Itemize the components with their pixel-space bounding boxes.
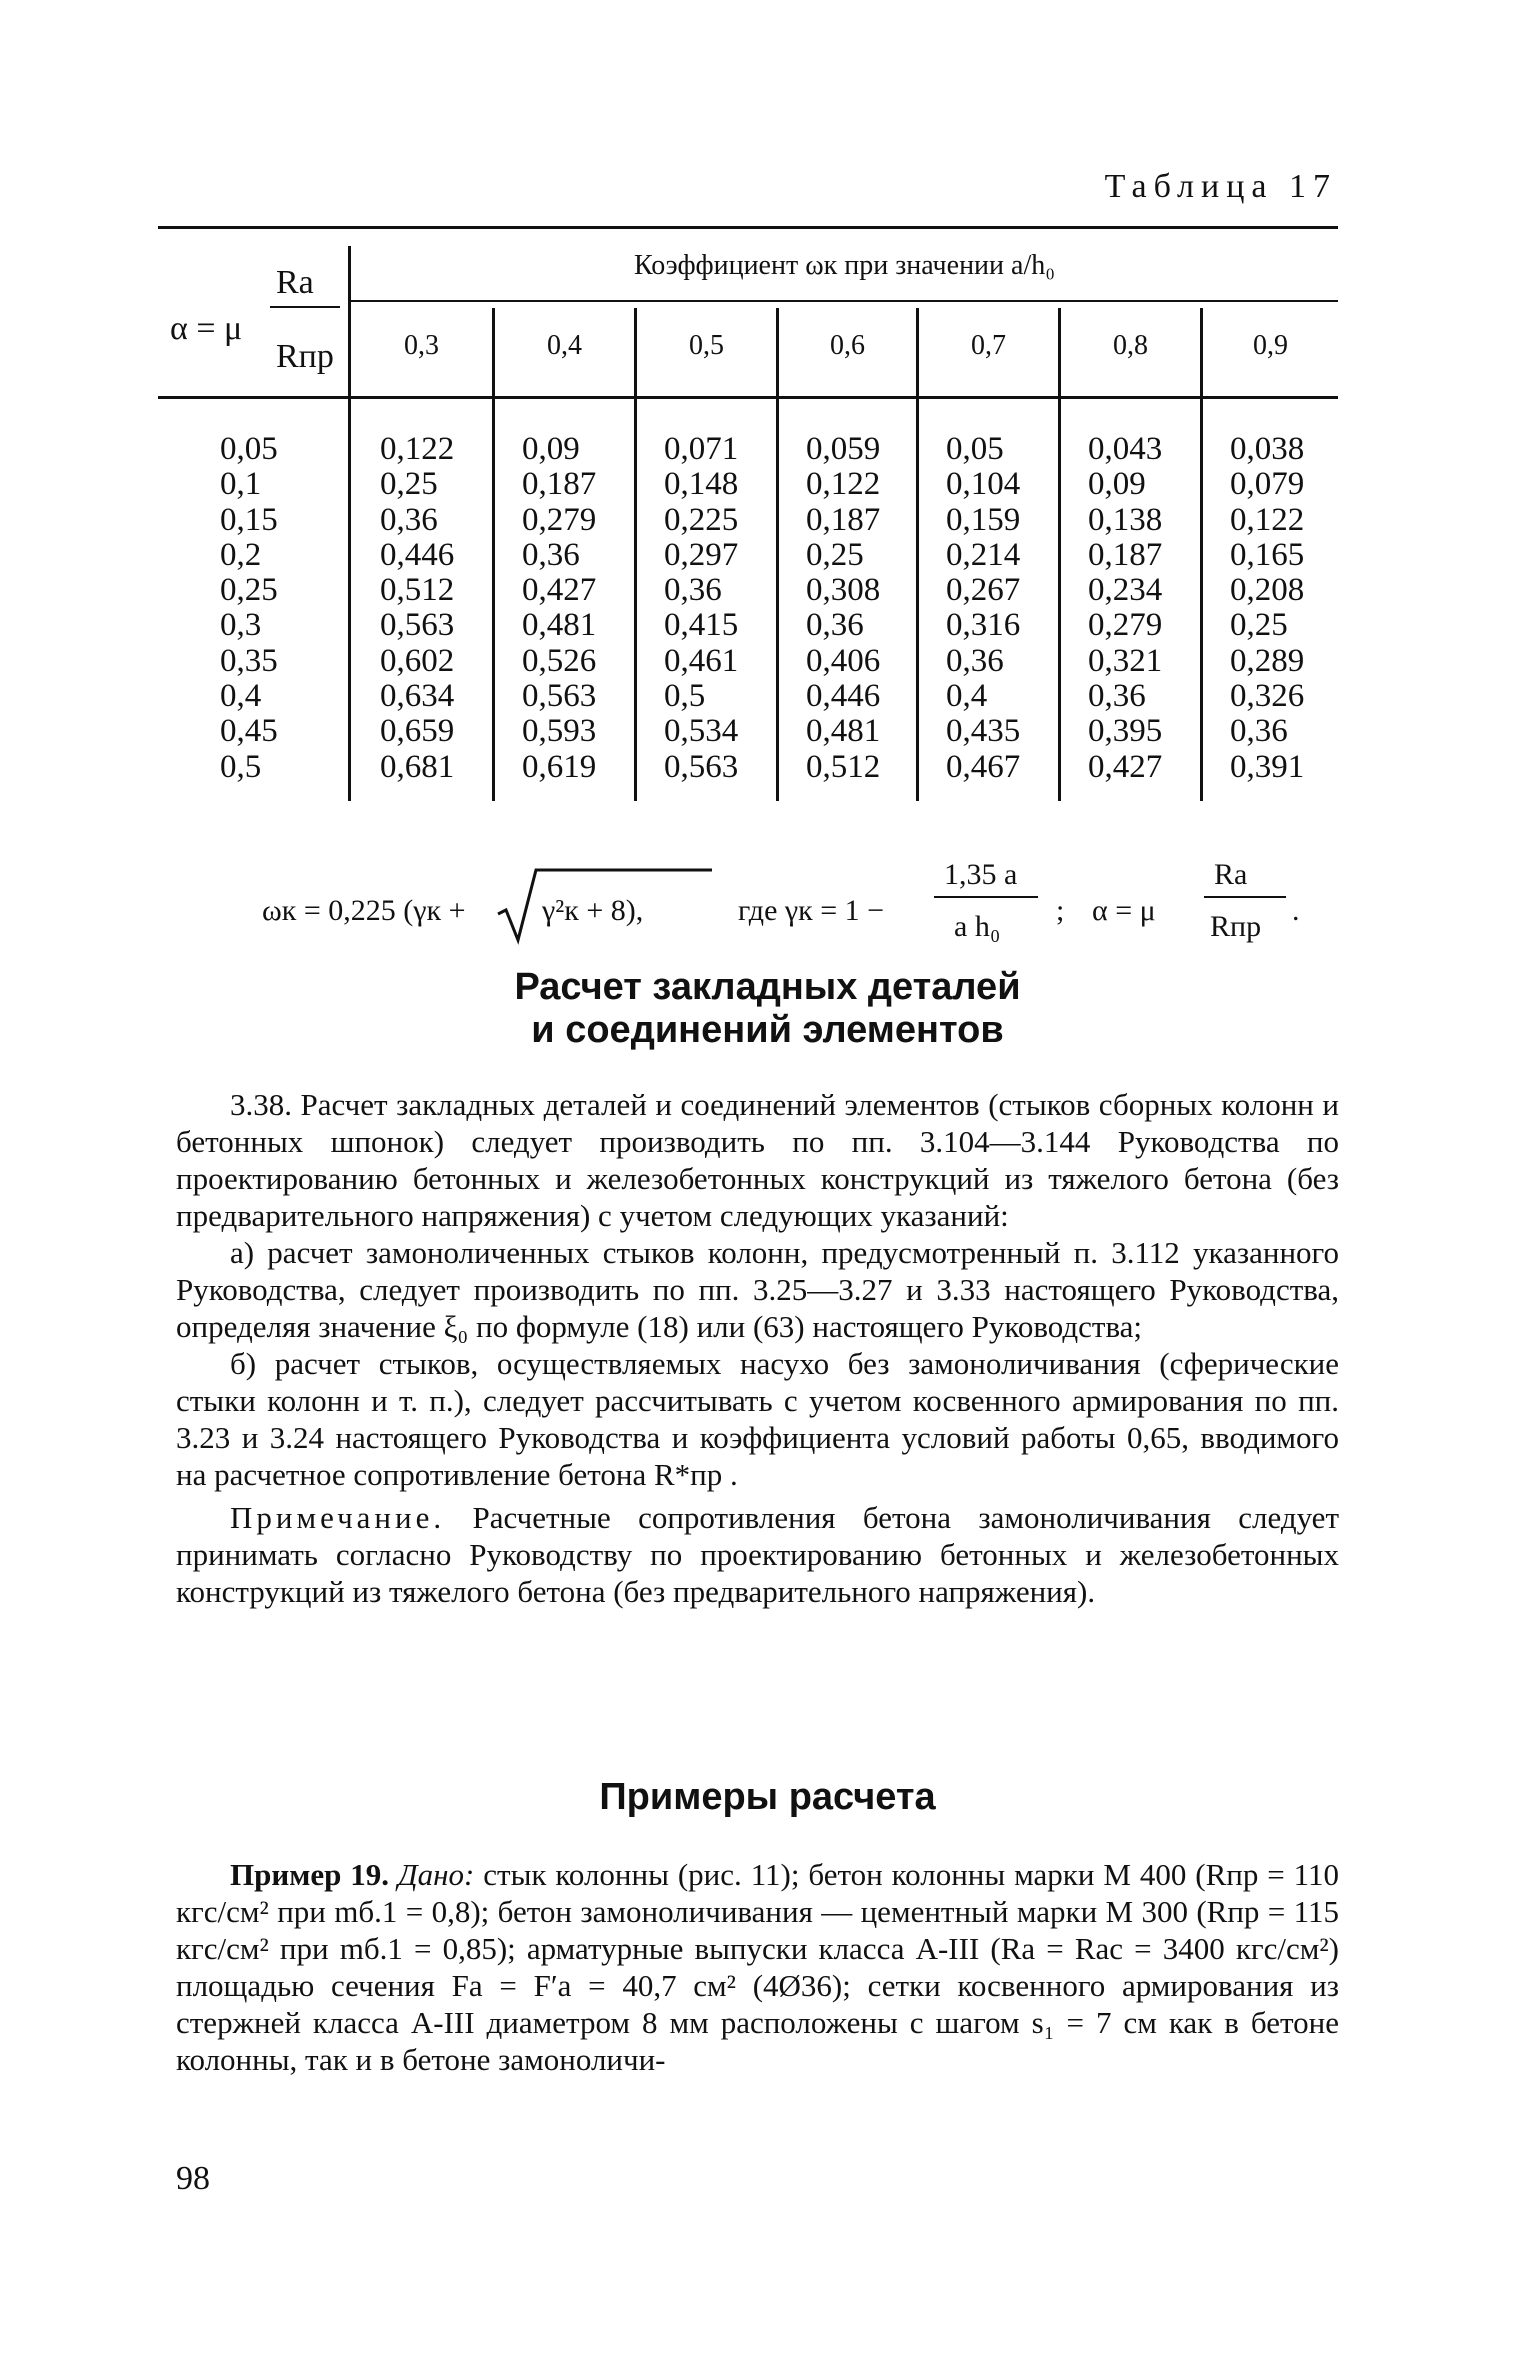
- column-header: 0,6: [830, 330, 865, 361]
- formula-where: где γк = 1 −: [738, 894, 885, 927]
- value-column: 0,038 0,079 0,122 0,165 0,208 0,25 0,289 0,326 0,36 0,391: [1230, 431, 1305, 785]
- value-column: 0,05 0,104 0,159 0,214 0,267 0,316 0,36 0,4 0,435 0,467: [946, 431, 1021, 785]
- table-caption: Таблица 17: [1104, 168, 1337, 205]
- page-number: 98: [176, 2160, 210, 2197]
- column-header: 0,9: [1253, 330, 1288, 361]
- table-vline: [634, 308, 637, 801]
- alpha-lhs: α = μ: [170, 310, 243, 347]
- value-column: 0,043 0,09 0,138 0,187 0,234 0,279 0,321 0,36 0,395 0,427: [1088, 431, 1163, 785]
- table-vline: [1200, 308, 1203, 801]
- alpha-numerator: Ra: [276, 264, 314, 301]
- column-header: 0,5: [689, 330, 724, 361]
- column-header: 0,3: [404, 330, 439, 361]
- fraction2-denominator: Rпр: [1210, 910, 1262, 943]
- note-text: Расчетные сопротивления бетона замоноличивания следует принимать согласно Руководству по проектированию бетонных и железобетонных конструкций из тяжелого бетона (без предварительного напряжения).: [176, 1500, 1339, 1609]
- fraction-bar: [1204, 896, 1286, 898]
- omega-formula: [262, 858, 1322, 968]
- coefficient-table: [158, 226, 1338, 822]
- alpha-definition: [158, 256, 348, 386]
- alpha-denominator: Rпр: [276, 338, 334, 375]
- table-vline: [916, 308, 919, 801]
- header-sub-rule: [350, 300, 1338, 302]
- note-label: Примечание.: [230, 1500, 446, 1535]
- column-header: 0,8: [1113, 330, 1148, 361]
- column-header: 0,4: [547, 330, 582, 361]
- fraction2-numerator: Ra: [1214, 858, 1248, 891]
- header-title: Коэффициент ωк при значении a/h₀: [634, 250, 1055, 281]
- heading-line: и соединений элементов: [531, 1009, 1004, 1051]
- example-text: [176, 1856, 1339, 2078]
- example-paragraph: [176, 1856, 1339, 2078]
- header-bottom-rule: [158, 396, 1338, 399]
- paragraph-3-38: 3.38. Расчет закладных деталей и соединений элементов (стыков сборных колонн и бетонных шпонок) следует производить по пп. 3.104—3.144 Руководства по проектированию бетонных и железобетонных конструкций из тяжелого бетона (без предварительного напряжения) с учетом следующих указаний:: [176, 1087, 1339, 1233]
- fraction1-numerator: 1,35 a: [944, 858, 1018, 891]
- table-top-rule: [158, 226, 1338, 229]
- heading-line: Расчет закладных деталей: [514, 966, 1021, 1008]
- example-label: Пример 19.: [230, 1857, 389, 1892]
- formula-end: .: [1292, 894, 1300, 927]
- fraction-bar: [270, 306, 340, 308]
- examples-heading: Примеры расчета: [599, 1776, 936, 1818]
- example-body: стык колонны (рис. 11); бетон колонны марки М 400 (Rпр = 110 кгс/см² при mб.1 = 0,8); бетон замоноличивания — цементный марки М 300 (Rпр = 115 кгс/см² при mб.1 = 0,85); арматурные выпуски класса А-III (Ra = Rac = 3400 кгс/см²) площадью сечения Fa = F′a = 40,7 см² (4Ø36); сетки косвенного армирования из стержней класса А-III диаметром 8 мм расположены с шагом s₁ = 7 см как в бетоне колонны, так и в бетоне замоноличи-: [176, 1857, 1339, 2077]
- formula-separator: ;: [1056, 894, 1065, 927]
- table-vline: [1058, 308, 1061, 801]
- example-given: Дано:: [397, 1857, 475, 1892]
- paragraph-a: а) расчет замоноличенных стыков колонн, предусмотренный п. 3.112 указанного Руководства, следует производить по пп. 3.25—3.27 и 3.33 настоящего Руководства, определяя значение ξ₀ по формуле (18) или (63) настоящего Руководства;: [176, 1235, 1339, 1344]
- paragraph-b: б) расчет стыков, осуществляемых насухо без замоноличивания (сферические стыки колонн и т. п.), следует рассчитывать с учетом косвенного армирования по пп. 3.23 и 3.24 настоящего Руководства и коэффициента условий работы 0,65, вводимого на расчетное сопротивление бетона R*пр .: [176, 1346, 1339, 1492]
- table-vline: [776, 308, 779, 801]
- formula-alpha: α = μ: [1092, 894, 1156, 927]
- value-column: 0,09 0,187 0,279 0,36 0,427 0,481 0,526 0,563 0,593 0,619: [522, 431, 597, 785]
- value-column: 0,122 0,25 0,36 0,446 0,512 0,563 0,602 0,634 0,659 0,681: [380, 431, 455, 785]
- section-heading: [0, 966, 1535, 1052]
- table-vline: [492, 308, 495, 801]
- body-text: [176, 1086, 1339, 1610]
- fraction1-denominator: a h₀: [954, 910, 1001, 943]
- formula-radicand: γ²к + 8),: [542, 894, 644, 927]
- value-column: 0,071 0,148 0,225 0,297 0,36 0,415 0,461 0,5 0,534 0,563: [664, 431, 739, 785]
- alpha-column: 0,05 0,1 0,15 0,2 0,25 0,3 0,35 0,4 0,45 0,5: [220, 431, 278, 785]
- column-header: 0,7: [971, 330, 1006, 361]
- formula-omega: ωк = 0,225 (γк +: [262, 894, 466, 927]
- fraction-bar: [934, 896, 1038, 898]
- note-paragraph: [176, 1499, 1339, 1610]
- value-column: 0,059 0,122 0,187 0,25 0,308 0,36 0,406 0,446 0,481 0,512: [806, 431, 881, 785]
